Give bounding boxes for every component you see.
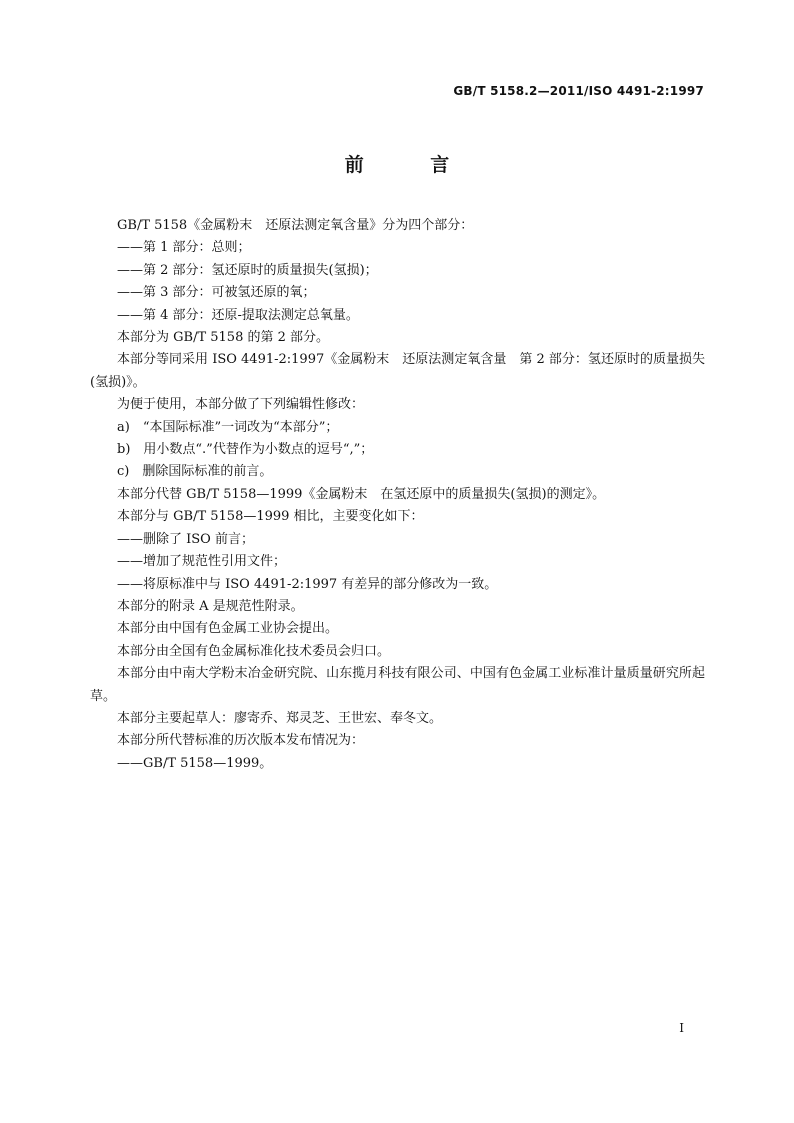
paragraph: GB/T 5158《金属粉末 还原法测定氧含量》分为四个部分： xyxy=(117,218,474,233)
list-item: ——增加了规范性引用文件； xyxy=(117,554,287,570)
paragraph: 本部分由中国有色金属工业协会提出。 xyxy=(117,621,339,637)
paragraph: 本部分与 GB/T 5158—1999 相比，主要变化如下： xyxy=(117,509,424,525)
paragraph: 本部分所代替标准的历次版本发布情况为： xyxy=(117,733,365,749)
list-item: ——将原标准中与 ISO 4491-2:1997 有差异的部分修改为一致。 xyxy=(117,576,498,592)
list-item: c) 删除国际标准的前言。 xyxy=(117,464,273,480)
paragraph: 本部分等同采用 ISO 4491-2:1997《金属粉末 还原法测定氧含量 第 2 部分：氢还原时的质量损失(氢损)》。 xyxy=(90,352,705,390)
page-title: 前 言 xyxy=(344,154,480,176)
paragraph: 为便于使用，本部分做了下列编辑性修改： xyxy=(117,397,365,413)
list-item: ——GB/T 5158—1999。 xyxy=(117,755,273,771)
list-item: ——第 1 部分：总则； xyxy=(117,240,251,256)
list-item: a) “本国际标准”一词改为“本部分”； xyxy=(117,419,339,435)
list-item: ——第 3 部分：可被氢还原的氧； xyxy=(117,285,316,301)
list-item: ——第 4 部分：还原-提取法测定总氧量。 xyxy=(117,307,359,323)
list-item: ——第 2 部分：氢还原时的质量损失(氢损)； xyxy=(117,262,378,278)
paragraph: 本部分由全国有色金属标准化技术委员会归口。 xyxy=(117,643,391,659)
paragraph: 本部分为 GB/T 5158 的第 2 部分。 xyxy=(117,330,330,346)
foreword-body xyxy=(90,215,705,775)
paragraph: 本部分的附录 A 是规范性附录。 xyxy=(117,598,304,614)
paragraph: 本部分代替 GB/T 5158—1999《金属粉末 在氢还原中的质量损失(氢损)的测定》。 xyxy=(117,486,606,502)
page-number: I xyxy=(679,1021,684,1035)
list-item: b) 用小数点“.”代替作为小数点的逗号“,”； xyxy=(117,442,374,458)
list-item: ——删除了 ISO 前言； xyxy=(117,531,254,547)
paragraph: 本部分由中南大学粉末冶金研究院、山东揽月科技有限公司、中国有色金属工业标准计量质量研究所起草。 xyxy=(90,666,705,704)
paragraph: 本部分主要起草人：廖寄乔、郑灵芝、王世宏、奉冬文。 xyxy=(117,710,443,726)
standard-number: GB/T 5158.2—2011/ISO 4491-2:1997 xyxy=(453,84,704,98)
